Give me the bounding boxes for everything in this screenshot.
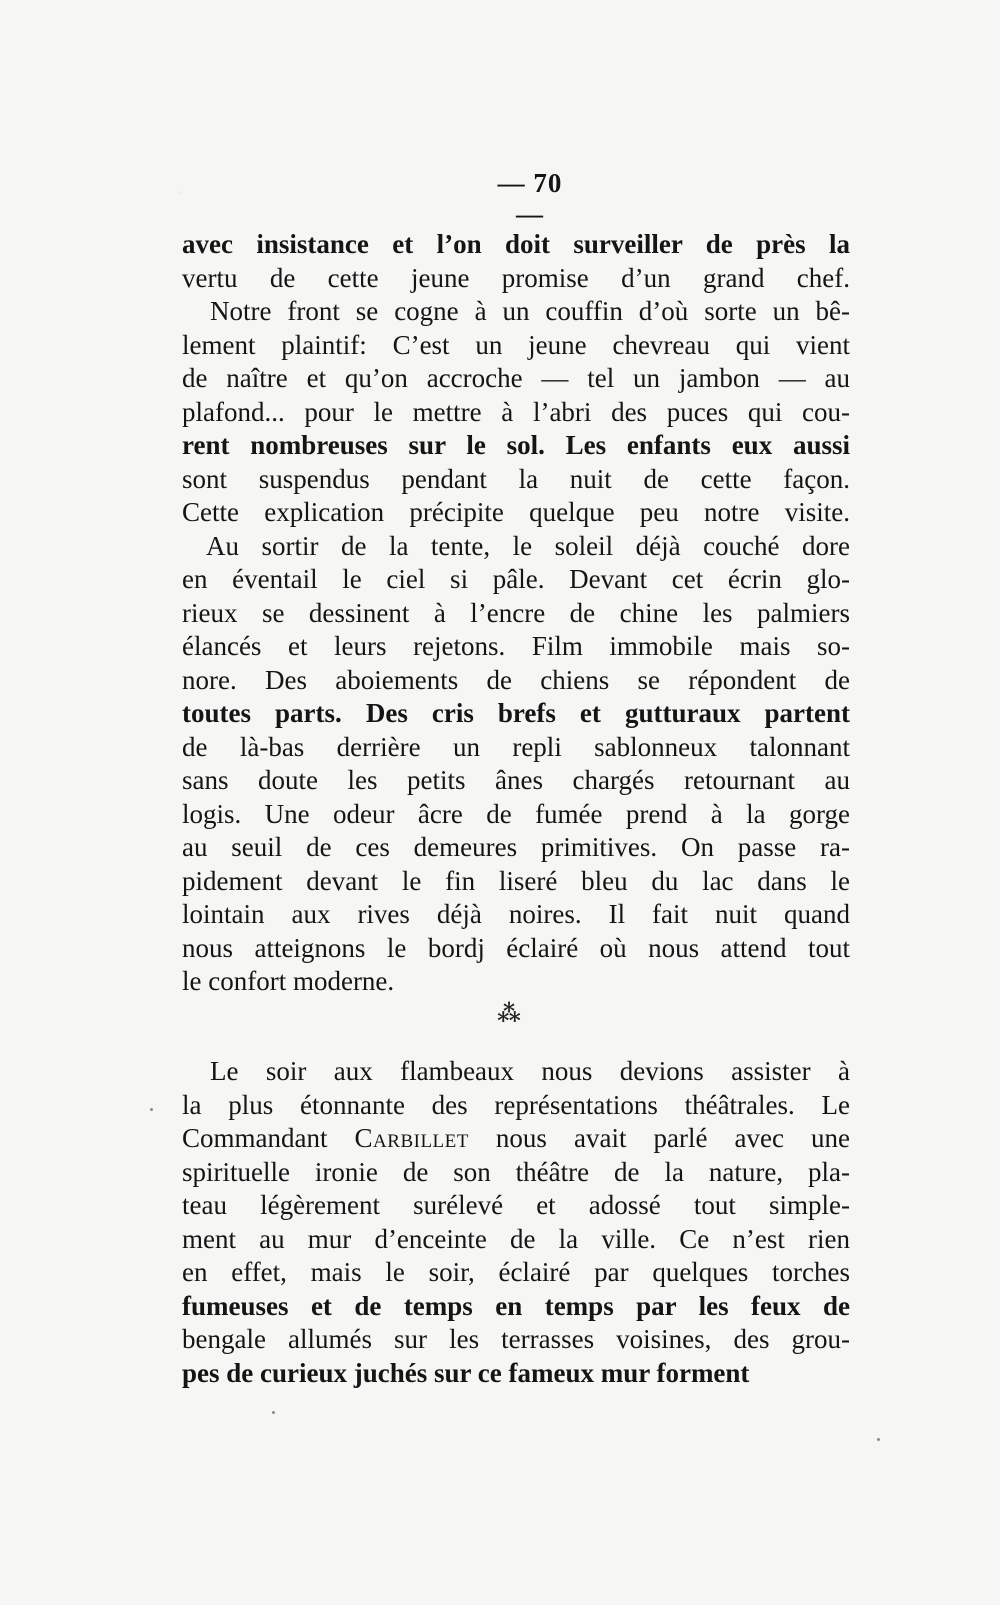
text-line: Notre front se cogne à un couffin d’où sorte un bê- (210, 296, 850, 326)
text-fragment: Commandant (182, 1123, 355, 1153)
text-line: Cette explication précipite quelque peu notre visite. (182, 497, 850, 527)
text-line: au seuil de ces demeures primitives. On passe ra- (182, 832, 850, 862)
paper-speck (150, 1108, 153, 1111)
text-line: plafond... pour le mettre à l’abri des puces qui cou- (182, 396, 850, 427)
text-line: sans doute les petits ânes chargés retournant au (182, 765, 850, 795)
text-line: élancés et leurs rejetons. Film immobile mais so- (182, 631, 850, 661)
text-line: en éventail le ciel si pâle. Devant cet écrin glo- (182, 564, 850, 594)
text-line: de naître et qu’on accroche — tel un jambon — au (182, 363, 850, 393)
text-line: lement plaintif: C’est un jeune chevreau qui vient (182, 329, 850, 360)
text-line: vertu de cette jeune promise d’un grand chef. (182, 262, 850, 293)
text-line: le confort moderne. (182, 966, 395, 996)
text-line: Au sortir de la tente, le soleil déjà couché dore (206, 530, 850, 561)
text-line: ment au mur d’enceinte de la ville. Ce n’est rien (182, 1223, 850, 1254)
text-line: nore. Des aboiements de chiens se répondent de (182, 664, 850, 695)
text-line: logis. Une odeur âcre de fumée prend à la gorge (182, 798, 850, 829)
section-separator: ⁂ (497, 1000, 521, 1027)
top-paragraph-block (182, 228, 850, 999)
text-line: pes de curieux juchés sur ce fameux mur forment (182, 1357, 750, 1388)
text-line: rieux se dessinent à l’encre de chine les palmiers (182, 597, 850, 628)
text-line: teau légèrement surélevé et adossé tout simple- (182, 1190, 850, 1220)
page-number: — 70 — (497, 168, 563, 229)
text-line: lointain aux rives déjà noires. Il fait nuit quand (182, 899, 850, 929)
text-line: rent nombreuses sur le sol. Les enfants eux aussi (182, 430, 850, 460)
text-line: fumeuses et de temps en temps par les feux de (182, 1290, 850, 1321)
text-line (182, 1122, 850, 1156)
text-line: en effet, mais le soir, éclairé par quelques torches (182, 1257, 850, 1287)
text-line: nous atteignons le bordj éclairé où nous attend tout (182, 932, 850, 963)
name-fragment: Carbillet (354, 1123, 469, 1153)
text-line: de là-bas derrière un repli sablonneux talonnant (182, 731, 850, 762)
text-fragment: nous avait parlé avec une (468, 1123, 851, 1153)
text-line: sont suspendus pendant la nuit de cette façon. (182, 463, 850, 494)
text-line: pidement devant le fin liseré bleu du lac dans le (182, 865, 850, 896)
text-line: avec insistance et l’on doit surveiller de près la (182, 229, 850, 259)
text-line: Le soir aux flambeaux nous devions assister à (210, 1056, 850, 1086)
text-line: spirituelle ironie de son théâtre de la nature, pla- (182, 1156, 850, 1187)
text-line: toutes parts. Des cris brefs et gutturaux partent (182, 698, 850, 728)
paper-speck (877, 1438, 880, 1441)
bottom-paragraph-block (182, 1055, 850, 1390)
paper-speck (272, 1411, 275, 1414)
text-line: la plus étonnante des représentations théâtrales. Le (182, 1089, 850, 1120)
text-line: bengale allumés sur les terrasses voisines, des grou- (182, 1324, 850, 1354)
